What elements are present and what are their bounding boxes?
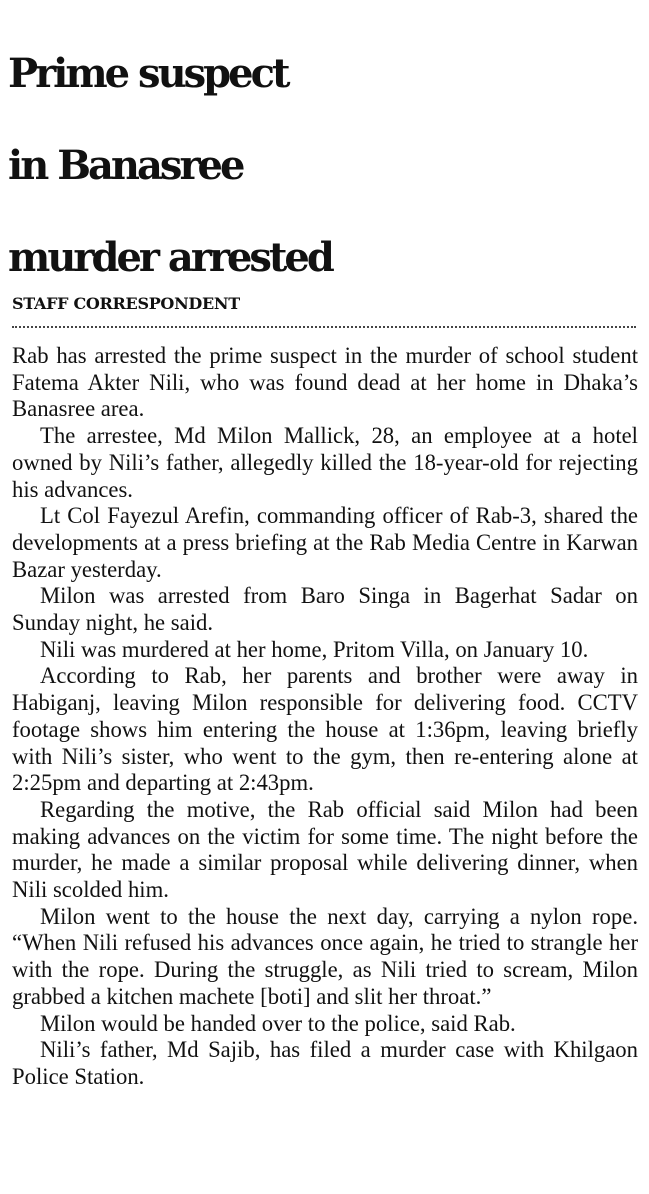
body-paragraph: Milon went to the house the next day, carrying a nylon rope. “When Nili refused his advances once again, he tried to strangle her with the rope. During the struggle, as Nili tried to scream, Milon grabbed a kitchen machete [boti] and slit her throat.” — [12, 903, 638, 1009]
headline-line: murder arrested — [8, 234, 332, 281]
body-paragraph: Lt Col Fayezul Arefin, commanding officer of Rab-3, shared the developments at a press briefing at the Rab Media Centre in Karwan Bazar yesterday. — [12, 503, 638, 582]
body-paragraph: Rab has arrested the prime suspect in the murder of school student Fatema Akter Nili, who was found dead at her home in Dhaka’s Banasree area. — [12, 343, 638, 422]
article-body — [12, 343, 638, 1091]
body-paragraph: The arrestee, Md Milon Mallick, 28, an employee at a hotel owned by Nili’s father, allegedly killed the 18-year-old for rejecting his advances. — [12, 423, 638, 502]
body-paragraph: Nili’s father, Md Sajib, has filed a murder case with Khilgaon Police Station. — [12, 1037, 638, 1089]
body-paragraph: Nili was murdered at her home, Pritom Villa, on January 10. — [40, 636, 589, 662]
body-paragraph: Milon was arrested from Baro Singa in Bagerhat Sadar on Sunday night, he said. — [12, 583, 638, 636]
byline: STAFF CORRESPONDENT — [12, 294, 240, 313]
body-paragraph: Milon would be handed over to the police, said Rab. — [40, 1010, 516, 1036]
headline-line: Prime suspect — [8, 50, 288, 97]
body-paragraph: According to Rab, her parents and brother were away in Habiganj, leaving Milon responsible for delivering food. CCTV footage shows him entering the house at 1:36pm, leaving briefly with Nili’s sister, who went to the gym, then re-entering alone at 2:25pm and departing at 2:43pm. — [12, 663, 638, 796]
body-paragraph: Regarding the motive, the Rab official said Milon had been making advances on the victim for some time. The night before the murder, he made a similar proposal while delivering dinner, when Nili scolded him. — [12, 796, 638, 903]
headline — [8, 28, 644, 304]
dotted-divider — [12, 326, 636, 328]
headline-line: in Banasree — [8, 142, 243, 189]
